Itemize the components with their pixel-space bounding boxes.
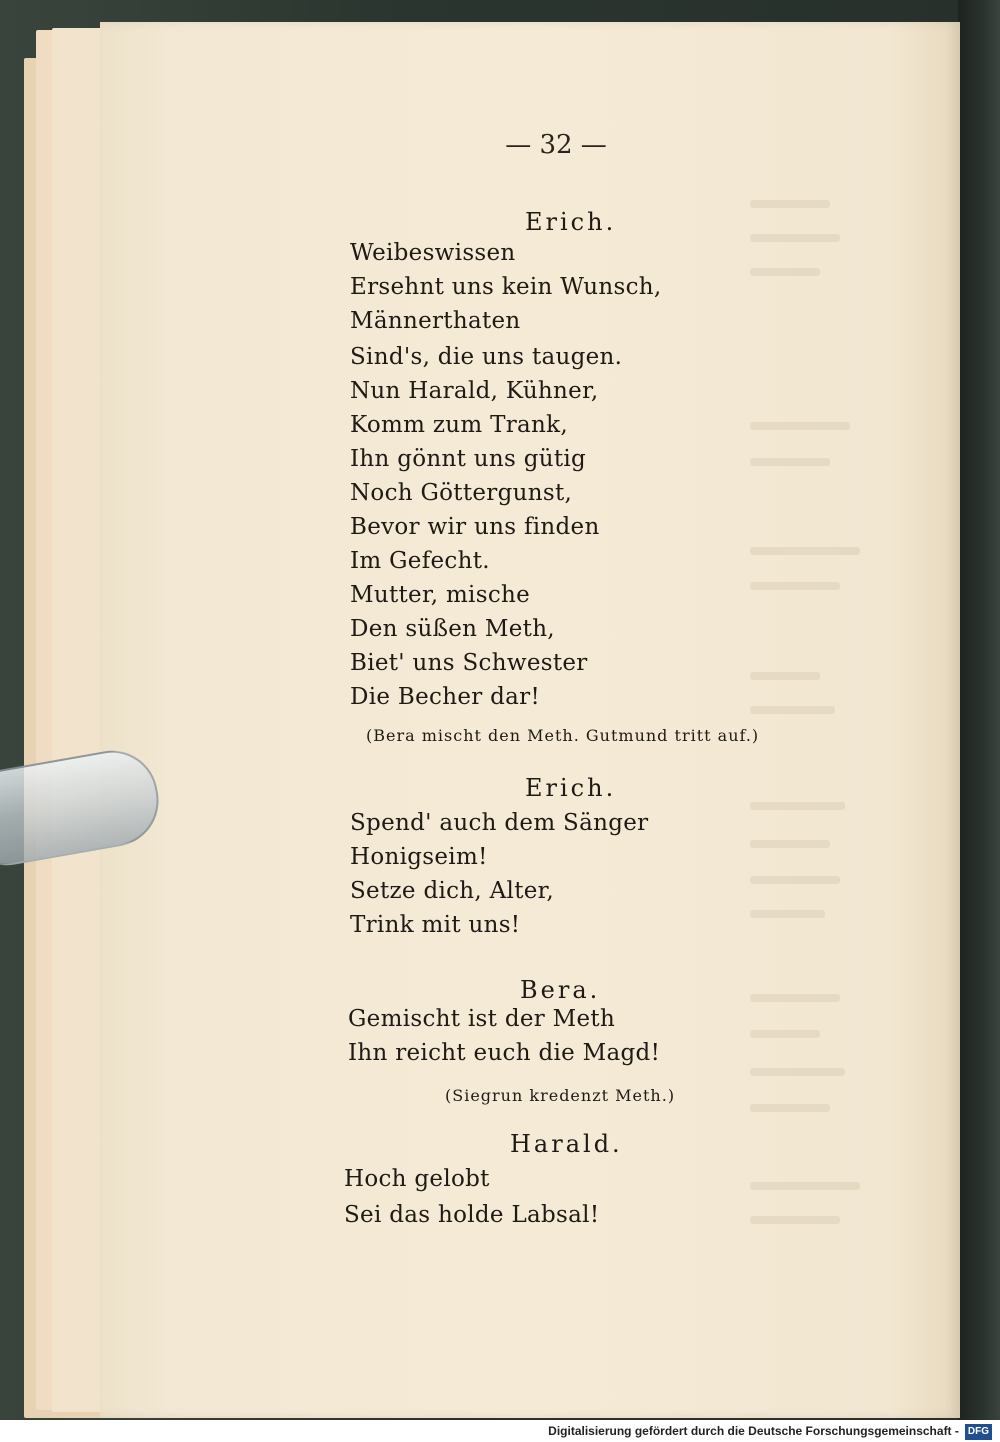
verse-line: Mutter, mische — [350, 582, 531, 608]
verse-line: Honigseim! — [350, 844, 488, 870]
verse-line: Bevor wir uns finden — [350, 514, 600, 540]
stage-direction: (Siegrun kredenzt Meth.) — [445, 1086, 676, 1105]
footer-text: Digitalisierung gefördert durch die Deutsche Forschungsgemeinschaft - — [548, 1424, 959, 1438]
verse-line: Männerthaten — [350, 308, 521, 334]
book-spine-shadow — [958, 0, 1000, 1442]
verse-line: Im Gefecht. — [350, 548, 490, 574]
verse-line: Ihn gönnt uns gütig — [350, 446, 587, 472]
verse-line: Biet' uns Schwester — [350, 650, 588, 676]
book-page — [100, 22, 960, 1418]
verse-line: Die Becher dar! — [350, 684, 541, 710]
speaker-name: Bera. — [520, 976, 601, 1004]
verse-line: Sei das holde Labsal! — [344, 1202, 600, 1228]
verse-line: Trink mit uns! — [350, 912, 521, 938]
page-number: — 32 — — [505, 130, 607, 160]
verse-line: Ihn reicht euch die Magd! — [348, 1040, 661, 1066]
footer-bar — [0, 1420, 1000, 1442]
speaker-name: Erich. — [525, 774, 617, 802]
verse-line: Weibeswissen — [350, 240, 516, 266]
speaker-name: Erich. — [525, 208, 617, 236]
verse-line: Gemischt ist der Meth — [348, 1006, 616, 1032]
verse-line: Komm zum Trank, — [350, 412, 569, 438]
verse-line: Ersehnt uns kein Wunsch, — [350, 274, 662, 300]
verse-line: Spend' auch dem Sänger — [350, 810, 649, 836]
verse-line: Den süßen Meth, — [350, 616, 555, 642]
verse-line: Noch Göttergunst, — [350, 480, 573, 506]
speaker-name: Harald. — [510, 1130, 623, 1158]
verse-line: Sind's, die uns taugen. — [350, 344, 623, 370]
verse-line: Setze dich, Alter, — [350, 878, 555, 904]
dfg-logo: DFG — [965, 1424, 992, 1440]
verse-line: Nun Harald, Kühner, — [350, 378, 599, 404]
verse-line: Hoch gelobt — [344, 1166, 490, 1192]
stage-direction: (Bera mischt den Meth. Gutmund tritt auf.) — [366, 726, 760, 745]
